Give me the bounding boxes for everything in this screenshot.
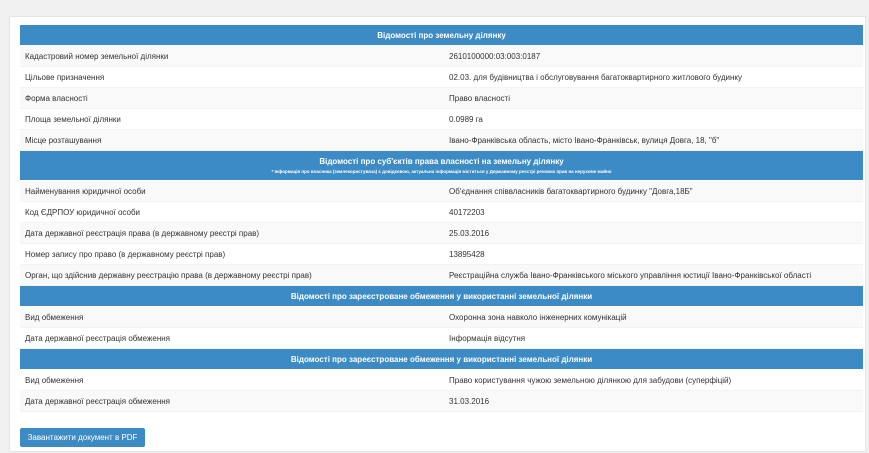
row-label: Орган, що здійснив державну реєстрацію права (в державному реєстрі прав)	[20, 265, 444, 286]
section-title: Відомості про зареєстроване обмеження у використанні земельної ділянки	[20, 286, 863, 307]
row-value: Охоронна зона навколо інженерних комунікацій	[444, 307, 863, 328]
row-value: 02.03. для будівництва і обслуговування багатоквартирного житлового будинку	[444, 67, 863, 88]
section-title: Відомості про зареєстроване обмеження у використанні земельної ділянки	[20, 349, 863, 370]
row-value: 40172203	[444, 202, 863, 223]
row-label: Код ЄДРПОУ юридичної особи	[20, 202, 444, 223]
table-row	[20, 67, 863, 88]
row-value: 25.03.2016	[444, 223, 863, 244]
parcel-info-panel	[9, 16, 866, 452]
section-note: * Інформація про власника (землекористувача) є довідковою, актуальна інформація міститься у Державному реєстрі речових прав на нерухоме майно	[271, 168, 612, 174]
row-value: Право користування чужою земельною ділянкою для забудови (суперфіцій)	[444, 370, 863, 391]
table-row	[20, 370, 863, 391]
row-label: Вид обмеження	[20, 307, 444, 328]
row-label: Дата державної реєстрація права (в державному реєстрі прав)	[20, 223, 444, 244]
row-label: Місце розташування	[20, 130, 444, 151]
row-value: 13895428	[444, 244, 863, 265]
table-row	[20, 307, 863, 328]
table-row	[20, 328, 863, 349]
section-header	[20, 25, 863, 46]
table-row	[20, 223, 863, 244]
row-value: Івано-Франківська область, місто Івано-Франківськ, вулиця Довга, 18, "б"	[444, 130, 863, 151]
section-header	[20, 349, 863, 370]
table-row	[20, 265, 863, 286]
section-header	[20, 151, 863, 181]
table-row	[20, 202, 863, 223]
table-row	[20, 181, 863, 202]
download-pdf-button[interactable]: Завантажити документ в PDF	[20, 428, 145, 447]
table-row	[20, 46, 863, 67]
row-value: 31.03.2016	[444, 391, 863, 412]
row-value: 0.0989 га	[444, 109, 863, 130]
row-value: Право власності	[444, 88, 863, 109]
row-value: 2610100000:03:003:0187	[444, 46, 863, 67]
section-title: Відомості про суб'єктів права власності на земельну ділянку	[319, 156, 564, 166]
row-value: Об'єднання співвласників багатоквартирного будинку "Довга,18Б"	[444, 181, 863, 202]
parcel-info-table	[20, 25, 863, 412]
row-label: Вид обмеження	[20, 370, 444, 391]
row-label: Площа земельної ділянки	[20, 109, 444, 130]
row-value: Інформація відсутня	[444, 328, 863, 349]
row-label: Форма власності	[20, 88, 444, 109]
table-row	[20, 391, 863, 412]
table-row	[20, 109, 863, 130]
section-header	[20, 286, 863, 307]
section-title: Відомості про земельну ділянку	[20, 25, 863, 46]
row-label: Кадастровий номер земельної ділянки	[20, 46, 444, 67]
row-label: Цільове призначення	[20, 67, 444, 88]
table-row	[20, 244, 863, 265]
row-label: Номер запису про право (в державному реєстрі прав)	[20, 244, 444, 265]
table-row	[20, 88, 863, 109]
row-label: Дата державної реєстрація обмеження	[20, 328, 444, 349]
row-label: Найменування юридичної особи	[20, 181, 444, 202]
table-row	[20, 130, 863, 151]
row-value: Реєстраційна служба Івано-Франківського міського управління юстиції Івано-Франківської області	[444, 265, 863, 286]
row-label: Дата державної реєстрація обмеження	[20, 391, 444, 412]
